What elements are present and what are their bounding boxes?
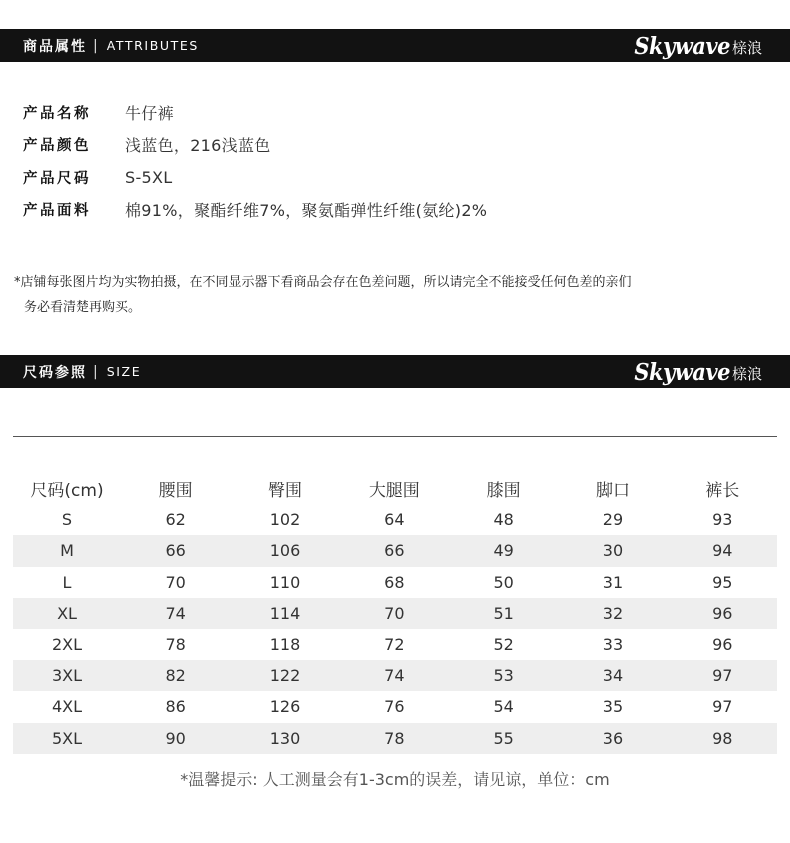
attribute-row	[23, 194, 487, 227]
table-cell: 32	[602, 603, 624, 623]
table-row	[13, 598, 777, 629]
table-cell: S	[61, 510, 73, 530]
table-cell: 62	[165, 510, 186, 530]
table-cell: M	[60, 541, 74, 561]
table-row	[13, 567, 777, 598]
attributes-list	[23, 96, 487, 226]
table-cell: 52	[493, 635, 514, 655]
table-cell: 114	[269, 603, 301, 623]
table-cell: 82	[165, 666, 186, 686]
table-cell: 70	[165, 572, 186, 592]
table-cell: 50	[493, 572, 514, 592]
table-cell: L	[62, 572, 72, 592]
attributes-title-separator: |	[93, 37, 99, 54]
table-cell: 102	[269, 510, 301, 530]
table-cell: 98	[712, 728, 733, 748]
table-cell: 49	[493, 541, 514, 561]
table-cell: 122	[269, 666, 301, 686]
table-cell: 86	[165, 697, 186, 717]
table-cell: 74	[384, 666, 405, 686]
table-cell: 5XL	[51, 728, 83, 748]
attribute-value: 牛仔裤	[125, 103, 174, 123]
table-cell: 110	[269, 572, 301, 592]
table-cell: 66	[165, 541, 186, 561]
table-cell: 54	[493, 697, 514, 717]
table-cell: 78	[384, 728, 405, 748]
table-cell: 74	[165, 603, 186, 623]
table-cell: 90	[165, 728, 186, 748]
size-header-bar	[0, 355, 790, 388]
table-cell: 2XL	[51, 635, 83, 655]
table-cell: 72	[384, 635, 405, 655]
table-cell: 34	[602, 666, 624, 686]
attributes-title-en: ATTRIBUTES	[106, 38, 199, 53]
table-cell: 118	[269, 635, 301, 655]
table-cell: 76	[384, 697, 405, 717]
size-header-title	[23, 362, 141, 382]
table-cell: 96	[712, 603, 733, 623]
table-header-cell: 腰围	[158, 481, 193, 502]
attribute-row	[23, 129, 487, 162]
table-cell: 53	[493, 666, 514, 686]
brand-logo-en: Skywave	[634, 31, 730, 60]
table-cell: 55	[493, 728, 514, 748]
notice-line-1: *店铺每张图片均为实物拍摄，在不同显示器下看商品会存在色差问题，所以请完全不能接受任何色差的亲们	[14, 275, 632, 290]
table-cell: 94	[712, 541, 733, 561]
attribute-value: S-5XL	[125, 167, 173, 187]
table-cell: 64	[384, 510, 405, 530]
table-cell: 31	[602, 572, 624, 592]
table-cell: 68	[384, 572, 405, 592]
table-cell: 3XL	[51, 666, 83, 686]
table-header-cell: 大腿围	[368, 481, 420, 502]
table-row	[13, 629, 777, 660]
brand-logo	[634, 359, 762, 384]
table-cell: 66	[384, 541, 405, 561]
brand-logo	[634, 33, 762, 58]
table-row	[13, 660, 777, 691]
table-header-cell: 裤长	[705, 481, 740, 502]
table-cell: 51	[493, 603, 514, 623]
table-header-row	[13, 473, 777, 504]
table-cell: 29	[602, 510, 624, 530]
table-row	[13, 691, 777, 722]
attribute-value: 浅蓝色，216浅蓝色	[125, 136, 271, 156]
table-cell: 97	[712, 697, 733, 717]
table-cell: 126	[269, 697, 301, 717]
table-row	[13, 504, 777, 535]
size-table	[13, 473, 777, 754]
table-cell: 106	[269, 541, 301, 561]
table-cell: XL	[57, 603, 77, 623]
brand-logo-en: Skywave	[634, 357, 730, 386]
table-header-cell: 脚口	[595, 481, 630, 502]
table-row	[13, 535, 777, 566]
table-cell: 130	[269, 728, 301, 748]
brand-logo-cn: 榇浪	[731, 39, 762, 57]
notice-line-2: 务必看清楚再购买。	[24, 300, 142, 315]
table-cell: 48	[493, 510, 514, 530]
table-cell: 36	[602, 728, 624, 748]
table-cell: 35	[602, 697, 624, 717]
attribute-label: 产品面料	[23, 203, 91, 220]
table-cell: 97	[712, 666, 733, 686]
attribute-label: 产品名称	[23, 105, 91, 122]
table-cell: 96	[712, 635, 733, 655]
table-cell: 78	[165, 635, 186, 655]
table-cell: 93	[712, 510, 733, 530]
size-title-separator: |	[93, 363, 99, 380]
brand-logo-cn: 榇浪	[731, 365, 762, 383]
attribute-row	[23, 96, 487, 129]
table-cell: 95	[712, 572, 733, 592]
attributes-header-title	[23, 36, 199, 56]
table-cell: 30	[602, 541, 624, 561]
table-header-cell: 膝围	[486, 481, 521, 502]
table-header-cell: 臀围	[267, 481, 302, 502]
table-header-cell: 尺码(cm)	[30, 481, 104, 502]
attributes-title-cn: 商品属性	[23, 38, 87, 55]
attributes-header-bar	[0, 29, 790, 62]
table-row	[13, 723, 777, 754]
size-title-en: SIZE	[106, 364, 142, 379]
color-difference-notice	[14, 270, 754, 320]
attribute-row	[23, 161, 487, 194]
attribute-value: 棉91%，聚酯纤维7%，聚氨酯弹性纤维(氨纶)2%	[125, 201, 488, 221]
table-cell: 33	[602, 635, 624, 655]
table-cell: 70	[384, 603, 405, 623]
table-cell: 4XL	[51, 697, 83, 717]
attribute-label: 产品尺码	[23, 170, 91, 187]
attribute-label: 产品颜色	[23, 138, 91, 155]
measurement-tip: *温馨提示: 人工测量会有1-3cm的误差，请见谅，单位：cm	[180, 770, 610, 789]
size-title-cn: 尺码参照	[23, 364, 87, 381]
divider-line	[13, 436, 777, 437]
